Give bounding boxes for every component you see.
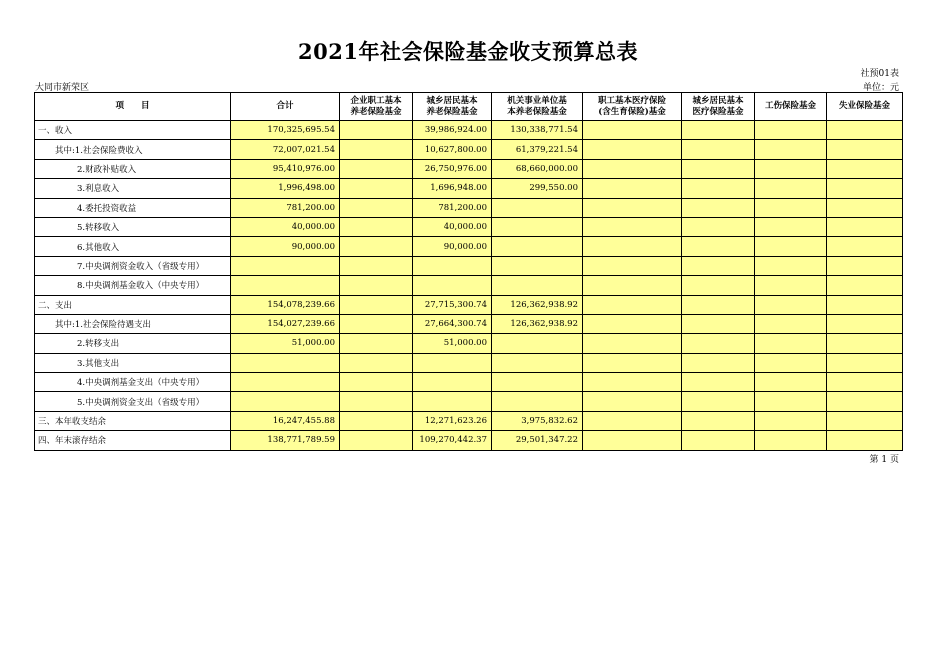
- value-cell[interactable]: [827, 392, 903, 411]
- row-label: 4.委托投资收益: [35, 198, 231, 217]
- row-label: 3.利息收入: [35, 179, 231, 198]
- value-cell[interactable]: [755, 159, 827, 178]
- value-cell[interactable]: [827, 237, 903, 256]
- value-cell[interactable]: [583, 353, 682, 372]
- value-cell[interactable]: [682, 392, 755, 411]
- col-header-total: 合计: [231, 93, 340, 121]
- row-label: 一、收入: [35, 121, 231, 140]
- value-cell[interactable]: 1,696,948.00: [413, 179, 492, 198]
- value-cell[interactable]: [231, 276, 340, 295]
- row-label: 其中:1.社会保险费收入: [35, 140, 231, 159]
- value-cell[interactable]: [682, 140, 755, 159]
- col-header-employee-medical: [583, 93, 682, 121]
- value-cell[interactable]: [755, 353, 827, 372]
- col-header-line: 城乡居民基本: [692, 95, 744, 106]
- table-header-row: [35, 93, 903, 121]
- value-cell[interactable]: [340, 334, 413, 353]
- col-header-institution-pension: [492, 93, 583, 121]
- value-cell[interactable]: [492, 392, 583, 411]
- value-cell[interactable]: [755, 256, 827, 275]
- value-cell[interactable]: [755, 140, 827, 159]
- value-cell[interactable]: [231, 392, 340, 411]
- value-cell[interactable]: [340, 179, 413, 198]
- value-cell[interactable]: [583, 314, 682, 333]
- value-cell[interactable]: [340, 276, 413, 295]
- value-cell[interactable]: [682, 334, 755, 353]
- col-header-line: 企业职工基本: [350, 95, 402, 106]
- value-cell[interactable]: 72,007,021.54: [231, 140, 340, 159]
- value-cell[interactable]: 154,027,239.66: [231, 314, 340, 333]
- row-label: 2.财政补贴收入: [35, 159, 231, 178]
- value-cell[interactable]: [755, 431, 827, 450]
- table-row: [35, 179, 903, 198]
- value-cell[interactable]: [413, 276, 492, 295]
- value-cell[interactable]: [827, 334, 903, 353]
- value-cell[interactable]: [682, 256, 755, 275]
- table-row: [35, 159, 903, 178]
- table-row: [35, 217, 903, 236]
- table-row: [35, 295, 903, 314]
- value-cell[interactable]: 40,000.00: [231, 217, 340, 236]
- value-cell[interactable]: [827, 179, 903, 198]
- value-cell[interactable]: [583, 256, 682, 275]
- value-cell[interactable]: 16,247,455.88: [231, 411, 340, 430]
- value-cell[interactable]: [583, 217, 682, 236]
- col-header-resident-medical: [682, 93, 755, 121]
- row-label: 四、年末滚存结余: [35, 431, 231, 450]
- value-cell[interactable]: [682, 179, 755, 198]
- value-cell[interactable]: 68,660,000.00: [492, 159, 583, 178]
- value-cell[interactable]: [827, 353, 903, 372]
- value-cell[interactable]: [583, 334, 682, 353]
- value-cell[interactable]: 299,550.00: [492, 179, 583, 198]
- value-cell[interactable]: 3,975,832.62: [492, 411, 583, 430]
- value-cell[interactable]: [827, 159, 903, 178]
- value-cell[interactable]: 26,750,976.00: [413, 159, 492, 178]
- value-cell[interactable]: [755, 411, 827, 430]
- value-cell[interactable]: [682, 121, 755, 140]
- value-cell[interactable]: [492, 334, 583, 353]
- value-cell[interactable]: [583, 431, 682, 450]
- row-label: 6.其他收入: [35, 237, 231, 256]
- value-cell[interactable]: [755, 198, 827, 217]
- value-cell[interactable]: [583, 373, 682, 392]
- value-cell[interactable]: 90,000.00: [413, 237, 492, 256]
- value-cell[interactable]: [827, 431, 903, 450]
- value-cell[interactable]: 40,000.00: [413, 217, 492, 236]
- value-cell[interactable]: [682, 411, 755, 430]
- value-cell[interactable]: [583, 198, 682, 217]
- value-cell[interactable]: 27,664,300.74: [413, 314, 492, 333]
- col-header-line: 职工基本医疗保险: [597, 95, 666, 106]
- table-row: [35, 431, 903, 450]
- value-cell[interactable]: 27,715,300.74: [413, 295, 492, 314]
- value-cell[interactable]: 90,000.00: [231, 237, 340, 256]
- value-cell[interactable]: [340, 121, 413, 140]
- table-row: [35, 140, 903, 159]
- value-cell[interactable]: [583, 121, 682, 140]
- row-label: 三、本年收支结余: [35, 411, 231, 430]
- value-cell[interactable]: 51,000.00: [413, 334, 492, 353]
- value-cell[interactable]: [340, 256, 413, 275]
- col-header-resident-pension: [413, 93, 492, 121]
- table-row: [35, 334, 903, 353]
- value-cell[interactable]: [583, 411, 682, 430]
- col-header-line: (含生育保险)基金: [598, 106, 666, 117]
- value-cell[interactable]: [340, 411, 413, 430]
- value-cell[interactable]: [682, 373, 755, 392]
- col-header-enterprise-pension: [340, 93, 413, 121]
- value-cell[interactable]: [413, 373, 492, 392]
- table-row: [35, 392, 903, 411]
- value-cell[interactable]: 170,325,695.54: [231, 121, 340, 140]
- value-cell[interactable]: [827, 295, 903, 314]
- value-cell[interactable]: [682, 314, 755, 333]
- value-cell[interactable]: [340, 431, 413, 450]
- value-cell[interactable]: 61,379,221.54: [492, 140, 583, 159]
- value-cell[interactable]: [827, 217, 903, 236]
- value-cell[interactable]: [583, 237, 682, 256]
- value-cell[interactable]: 109,270,442.37: [413, 431, 492, 450]
- value-cell[interactable]: [583, 179, 682, 198]
- value-cell[interactable]: [413, 392, 492, 411]
- row-label: 5.中央调剂资金支出（省级专用）: [35, 392, 231, 411]
- value-cell[interactable]: [682, 431, 755, 450]
- value-cell[interactable]: 51,000.00: [231, 334, 340, 353]
- value-cell[interactable]: [827, 256, 903, 275]
- value-cell[interactable]: [583, 140, 682, 159]
- col-header-line: 养老保险基金: [350, 106, 402, 117]
- value-cell[interactable]: [755, 392, 827, 411]
- value-cell[interactable]: [340, 159, 413, 178]
- value-cell[interactable]: [583, 276, 682, 295]
- value-cell[interactable]: [827, 198, 903, 217]
- value-cell[interactable]: 781,200.00: [231, 198, 340, 217]
- value-cell[interactable]: 10,627,800.00: [413, 140, 492, 159]
- value-cell[interactable]: [492, 198, 583, 217]
- table-row: [35, 256, 903, 275]
- value-cell[interactable]: [413, 353, 492, 372]
- value-cell[interactable]: 95,410,976.00: [231, 159, 340, 178]
- value-cell[interactable]: [755, 334, 827, 353]
- row-label: 7.中央调剂资金收入（省级专用）: [35, 256, 231, 275]
- value-cell[interactable]: [827, 140, 903, 159]
- value-cell[interactable]: [755, 373, 827, 392]
- value-cell[interactable]: 1,996,498.00: [231, 179, 340, 198]
- value-cell[interactable]: 126,362,938.92: [492, 314, 583, 333]
- row-label: 2.转移支出: [35, 334, 231, 353]
- value-cell[interactable]: [583, 159, 682, 178]
- value-cell[interactable]: [755, 217, 827, 236]
- value-cell[interactable]: [492, 373, 583, 392]
- col-header-injury: 工伤保险基金: [755, 93, 827, 121]
- value-cell[interactable]: [340, 373, 413, 392]
- value-cell[interactable]: [340, 295, 413, 314]
- value-cell[interactable]: [340, 198, 413, 217]
- col-header-line: 城乡居民基本: [426, 95, 478, 106]
- value-cell[interactable]: 126,362,938.92: [492, 295, 583, 314]
- value-cell[interactable]: [755, 295, 827, 314]
- value-cell[interactable]: [340, 140, 413, 159]
- value-cell[interactable]: 154,078,239.66: [231, 295, 340, 314]
- value-cell[interactable]: [755, 237, 827, 256]
- region-label: 大同市新荣区: [35, 83, 90, 93]
- value-cell[interactable]: [682, 276, 755, 295]
- value-cell[interactable]: [231, 353, 340, 372]
- value-cell[interactable]: 29,501,347.22: [492, 431, 583, 450]
- row-label: 8.中央调剂基金收入（中央专用）: [35, 276, 231, 295]
- table-row: [35, 237, 903, 256]
- col-header-item: 项 目: [35, 93, 231, 121]
- value-cell[interactable]: [492, 237, 583, 256]
- table-row: [35, 121, 903, 140]
- value-cell[interactable]: [682, 237, 755, 256]
- col-header-line: 医疗保险基金: [692, 106, 744, 117]
- row-label: 4.中央调剂基金支出（中央专用）: [35, 373, 231, 392]
- value-cell[interactable]: [340, 314, 413, 333]
- row-label: 二、支出: [35, 295, 231, 314]
- value-cell[interactable]: [492, 256, 583, 275]
- value-cell[interactable]: [340, 353, 413, 372]
- table-row: [35, 411, 903, 430]
- row-label: 3.其他支出: [35, 353, 231, 372]
- value-cell[interactable]: [583, 295, 682, 314]
- row-label: 其中:1.社会保险待遇支出: [35, 314, 231, 333]
- page-number: 第 1 页: [869, 455, 899, 465]
- value-cell[interactable]: [827, 276, 903, 295]
- value-cell[interactable]: [755, 179, 827, 198]
- table-row: [35, 198, 903, 217]
- page-title: 2021年社会保险基金收支预算总表: [298, 39, 638, 64]
- value-cell[interactable]: [231, 256, 340, 275]
- value-cell[interactable]: 130,338,771.54: [492, 121, 583, 140]
- form-number: 社预01表: [860, 69, 899, 79]
- value-cell[interactable]: [827, 411, 903, 430]
- value-cell[interactable]: [492, 217, 583, 236]
- unit-label: 单位：元: [862, 83, 899, 93]
- value-cell[interactable]: [340, 392, 413, 411]
- col-header-line: 本养老保险基金: [507, 106, 567, 117]
- value-cell[interactable]: [340, 217, 413, 236]
- value-cell[interactable]: 781,200.00: [413, 198, 492, 217]
- col-header-unemployment: 失业保险基金: [827, 93, 903, 121]
- table-row: [35, 353, 903, 372]
- value-cell[interactable]: [827, 314, 903, 333]
- value-cell[interactable]: [755, 121, 827, 140]
- table-row: [35, 276, 903, 295]
- value-cell[interactable]: [682, 217, 755, 236]
- table-row: [35, 314, 903, 333]
- value-cell[interactable]: [827, 121, 903, 140]
- value-cell[interactable]: [492, 276, 583, 295]
- value-cell[interactable]: [682, 353, 755, 372]
- budget-table: [34, 92, 903, 451]
- value-cell[interactable]: 39,986,924.00: [413, 121, 492, 140]
- value-cell[interactable]: [755, 276, 827, 295]
- value-cell[interactable]: [413, 256, 492, 275]
- value-cell[interactable]: [755, 314, 827, 333]
- value-cell[interactable]: [231, 373, 340, 392]
- table-row: [35, 373, 903, 392]
- col-header-line: 机关事业单位基: [507, 95, 567, 106]
- value-cell[interactable]: [682, 198, 755, 217]
- value-cell[interactable]: [583, 392, 682, 411]
- value-cell[interactable]: [827, 373, 903, 392]
- value-cell[interactable]: 138,771,789.59: [231, 431, 340, 450]
- value-cell[interactable]: [682, 295, 755, 314]
- value-cell[interactable]: [682, 159, 755, 178]
- value-cell[interactable]: [340, 237, 413, 256]
- row-label: 5.转移收入: [35, 217, 231, 236]
- col-header-line: 养老保险基金: [426, 106, 478, 117]
- value-cell[interactable]: [492, 353, 583, 372]
- value-cell[interactable]: 12,271,623.26: [413, 411, 492, 430]
